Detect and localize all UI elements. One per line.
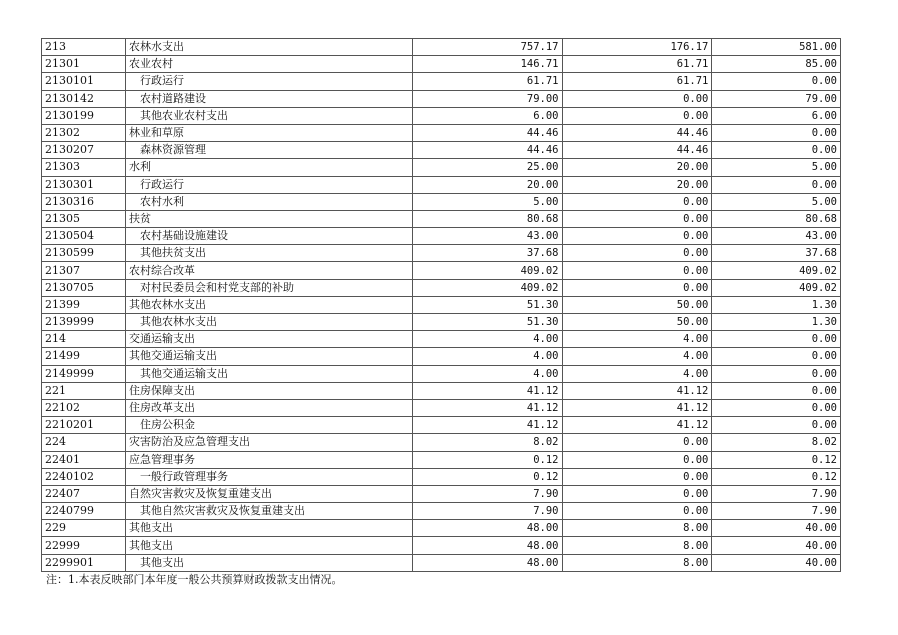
row-basic-cell: 0.00 — [562, 210, 712, 227]
table-row — [42, 451, 841, 468]
row-total-cell: 41.12 — [412, 417, 562, 434]
row-project-cell: 79.00 — [712, 90, 841, 107]
table-row — [42, 39, 841, 56]
row-code-cell: 22102 — [42, 399, 126, 416]
row-name-cell: 行政运行 — [126, 73, 413, 90]
row-total-cell: 6.00 — [412, 107, 562, 124]
table-row — [42, 417, 841, 434]
row-basic-cell: 8.00 — [562, 554, 712, 571]
row-total-cell: 51.30 — [412, 314, 562, 331]
row-total-cell: 0.12 — [412, 468, 562, 485]
row-name-cell: 住房改革支出 — [126, 399, 413, 416]
row-basic-cell: 41.12 — [562, 399, 712, 416]
row-code-cell: 2240799 — [42, 503, 126, 520]
row-project-cell: 0.00 — [712, 417, 841, 434]
row-name-cell: 灾害防治及应急管理支出 — [126, 434, 413, 451]
table-row — [42, 348, 841, 365]
row-code-cell: 21307 — [42, 262, 126, 279]
row-name-cell: 交通运输支出 — [126, 331, 413, 348]
table-row — [42, 56, 841, 73]
row-name-cell: 对村民委员会和村党支部的补助 — [126, 279, 413, 296]
row-basic-cell: 0.00 — [562, 90, 712, 107]
table-row — [42, 399, 841, 416]
row-name-cell: 其他支出 — [126, 554, 413, 571]
row-name-cell: 一般行政管理事务 — [126, 468, 413, 485]
row-project-cell: 80.68 — [712, 210, 841, 227]
row-basic-cell: 0.00 — [562, 468, 712, 485]
row-total-cell: 80.68 — [412, 210, 562, 227]
row-name-cell: 自然灾害救灾及恢复重建支出 — [126, 485, 413, 502]
row-basic-cell: 4.00 — [562, 365, 712, 382]
row-total-cell: 4.00 — [412, 348, 562, 365]
table-row — [42, 503, 841, 520]
row-code-cell: 221 — [42, 382, 126, 399]
row-basic-cell: 61.71 — [562, 56, 712, 73]
table-row — [42, 142, 841, 159]
row-code-cell: 2130207 — [42, 142, 126, 159]
row-total-cell: 4.00 — [412, 331, 562, 348]
row-project-cell: 5.00 — [712, 193, 841, 210]
row-name-cell: 其他农业农村支出 — [126, 107, 413, 124]
row-name-cell: 其他自然灾害救灾及恢复重建支出 — [126, 503, 413, 520]
row-code-cell: 22999 — [42, 537, 126, 554]
row-total-cell: 20.00 — [412, 176, 562, 193]
row-code-cell: 2299901 — [42, 554, 126, 571]
table-body — [42, 39, 841, 572]
table-row — [42, 365, 841, 382]
table-row — [42, 124, 841, 141]
expenditure-table — [41, 38, 841, 572]
row-name-cell: 住房公积金 — [126, 417, 413, 434]
row-code-cell: 2130301 — [42, 176, 126, 193]
row-code-cell: 2149999 — [42, 365, 126, 382]
row-project-cell: 0.00 — [712, 124, 841, 141]
table-row — [42, 228, 841, 245]
table-row — [42, 520, 841, 537]
row-code-cell: 22407 — [42, 485, 126, 502]
table-row — [42, 554, 841, 571]
row-project-cell: 5.00 — [712, 159, 841, 176]
row-total-cell: 41.12 — [412, 399, 562, 416]
row-basic-cell: 44.46 — [562, 142, 712, 159]
row-name-cell: 其他扶贫支出 — [126, 245, 413, 262]
row-code-cell: 21302 — [42, 124, 126, 141]
row-code-cell: 2130199 — [42, 107, 126, 124]
row-basic-cell: 0.00 — [562, 279, 712, 296]
row-basic-cell: 41.12 — [562, 382, 712, 399]
row-code-cell: 214 — [42, 331, 126, 348]
row-project-cell: 0.00 — [712, 142, 841, 159]
row-code-cell: 22401 — [42, 451, 126, 468]
row-total-cell: 44.46 — [412, 142, 562, 159]
row-name-cell: 扶贫 — [126, 210, 413, 227]
row-basic-cell: 176.17 — [562, 39, 712, 56]
table-row — [42, 262, 841, 279]
row-project-cell: 409.02 — [712, 262, 841, 279]
row-project-cell: 0.12 — [712, 451, 841, 468]
row-name-cell: 行政运行 — [126, 176, 413, 193]
row-project-cell: 0.00 — [712, 348, 841, 365]
table-row — [42, 382, 841, 399]
table-row — [42, 193, 841, 210]
table-row — [42, 468, 841, 485]
row-code-cell: 21499 — [42, 348, 126, 365]
row-basic-cell: 0.00 — [562, 503, 712, 520]
row-basic-cell: 20.00 — [562, 159, 712, 176]
row-basic-cell: 0.00 — [562, 245, 712, 262]
row-project-cell: 409.02 — [712, 279, 841, 296]
row-project-cell: 7.90 — [712, 485, 841, 502]
table-row — [42, 90, 841, 107]
table-footnote: 注：1.本表反映部门本年度一般公共预算财政拨款支出情况。 — [46, 573, 343, 586]
row-project-cell: 0.00 — [712, 382, 841, 399]
row-name-cell: 其他农林水支出 — [126, 296, 413, 313]
row-name-cell: 住房保障支出 — [126, 382, 413, 399]
row-project-cell: 6.00 — [712, 107, 841, 124]
row-total-cell: 43.00 — [412, 228, 562, 245]
row-code-cell: 21305 — [42, 210, 126, 227]
row-project-cell: 0.12 — [712, 468, 841, 485]
row-name-cell: 其他交通运输支出 — [126, 348, 413, 365]
row-basic-cell: 0.00 — [562, 228, 712, 245]
table-row — [42, 245, 841, 262]
row-code-cell: 21303 — [42, 159, 126, 176]
row-code-cell: 2210201 — [42, 417, 126, 434]
row-code-cell: 2240102 — [42, 468, 126, 485]
row-code-cell: 229 — [42, 520, 126, 537]
row-total-cell: 25.00 — [412, 159, 562, 176]
row-code-cell: 2130142 — [42, 90, 126, 107]
row-name-cell: 其他交通运输支出 — [126, 365, 413, 382]
row-code-cell: 2130705 — [42, 279, 126, 296]
row-basic-cell: 8.00 — [562, 520, 712, 537]
row-name-cell: 水利 — [126, 159, 413, 176]
row-code-cell: 2130101 — [42, 73, 126, 90]
row-project-cell: 0.00 — [712, 176, 841, 193]
row-total-cell: 48.00 — [412, 520, 562, 537]
row-basic-cell: 0.00 — [562, 434, 712, 451]
row-code-cell: 2130504 — [42, 228, 126, 245]
row-name-cell: 农村基础设施建设 — [126, 228, 413, 245]
row-project-cell: 8.02 — [712, 434, 841, 451]
table-row — [42, 434, 841, 451]
row-total-cell: 44.46 — [412, 124, 562, 141]
row-project-cell: 581.00 — [712, 39, 841, 56]
table-row — [42, 537, 841, 554]
table-row — [42, 210, 841, 227]
table-row — [42, 279, 841, 296]
row-basic-cell: 44.46 — [562, 124, 712, 141]
row-total-cell: 0.12 — [412, 451, 562, 468]
row-name-cell: 其他支出 — [126, 537, 413, 554]
row-name-cell: 农村综合改革 — [126, 262, 413, 279]
row-total-cell: 5.00 — [412, 193, 562, 210]
row-project-cell: 43.00 — [712, 228, 841, 245]
row-total-cell: 48.00 — [412, 554, 562, 571]
row-basic-cell: 0.00 — [562, 193, 712, 210]
row-name-cell: 其他农林水支出 — [126, 314, 413, 331]
row-name-cell: 农村道路建设 — [126, 90, 413, 107]
row-basic-cell: 4.00 — [562, 348, 712, 365]
row-project-cell: 0.00 — [712, 73, 841, 90]
row-name-cell: 农林水支出 — [126, 39, 413, 56]
row-project-cell: 7.90 — [712, 503, 841, 520]
row-basic-cell: 41.12 — [562, 417, 712, 434]
row-name-cell: 其他支出 — [126, 520, 413, 537]
row-total-cell: 146.71 — [412, 56, 562, 73]
row-code-cell: 21399 — [42, 296, 126, 313]
row-basic-cell: 20.00 — [562, 176, 712, 193]
row-total-cell: 61.71 — [412, 73, 562, 90]
row-total-cell: 7.90 — [412, 503, 562, 520]
table-row — [42, 331, 841, 348]
row-code-cell: 2130316 — [42, 193, 126, 210]
row-basic-cell: 0.00 — [562, 451, 712, 468]
row-total-cell: 37.68 — [412, 245, 562, 262]
row-code-cell: 213 — [42, 39, 126, 56]
row-basic-cell: 0.00 — [562, 262, 712, 279]
table-row — [42, 296, 841, 313]
row-project-cell: 1.30 — [712, 314, 841, 331]
row-total-cell: 51.30 — [412, 296, 562, 313]
row-basic-cell: 50.00 — [562, 314, 712, 331]
row-basic-cell: 50.00 — [562, 296, 712, 313]
row-name-cell: 林业和草原 — [126, 124, 413, 141]
row-total-cell: 4.00 — [412, 365, 562, 382]
table-row — [42, 485, 841, 502]
row-code-cell: 2130599 — [42, 245, 126, 262]
row-name-cell: 应急管理事务 — [126, 451, 413, 468]
row-project-cell: 40.00 — [712, 520, 841, 537]
row-basic-cell: 8.00 — [562, 537, 712, 554]
row-total-cell: 41.12 — [412, 382, 562, 399]
row-code-cell: 21301 — [42, 56, 126, 73]
row-total-cell: 79.00 — [412, 90, 562, 107]
table-row — [42, 159, 841, 176]
row-code-cell: 2139999 — [42, 314, 126, 331]
row-total-cell: 48.00 — [412, 537, 562, 554]
table-row — [42, 107, 841, 124]
row-total-cell: 757.17 — [412, 39, 562, 56]
row-code-cell: 224 — [42, 434, 126, 451]
row-name-cell: 农村水利 — [126, 193, 413, 210]
expenditure-table-container — [41, 38, 841, 572]
row-name-cell: 农业农村 — [126, 56, 413, 73]
row-project-cell: 0.00 — [712, 399, 841, 416]
row-project-cell: 40.00 — [712, 537, 841, 554]
row-project-cell: 85.00 — [712, 56, 841, 73]
row-project-cell: 37.68 — [712, 245, 841, 262]
table-row — [42, 314, 841, 331]
row-name-cell: 森林资源管理 — [126, 142, 413, 159]
row-basic-cell: 0.00 — [562, 107, 712, 124]
row-total-cell: 409.02 — [412, 262, 562, 279]
table-row — [42, 73, 841, 90]
row-project-cell: 0.00 — [712, 331, 841, 348]
row-project-cell: 40.00 — [712, 554, 841, 571]
row-basic-cell: 61.71 — [562, 73, 712, 90]
row-total-cell: 8.02 — [412, 434, 562, 451]
row-project-cell: 1.30 — [712, 296, 841, 313]
row-total-cell: 409.02 — [412, 279, 562, 296]
row-project-cell: 0.00 — [712, 365, 841, 382]
table-row — [42, 176, 841, 193]
row-total-cell: 7.90 — [412, 485, 562, 502]
row-basic-cell: 4.00 — [562, 331, 712, 348]
row-basic-cell: 0.00 — [562, 485, 712, 502]
